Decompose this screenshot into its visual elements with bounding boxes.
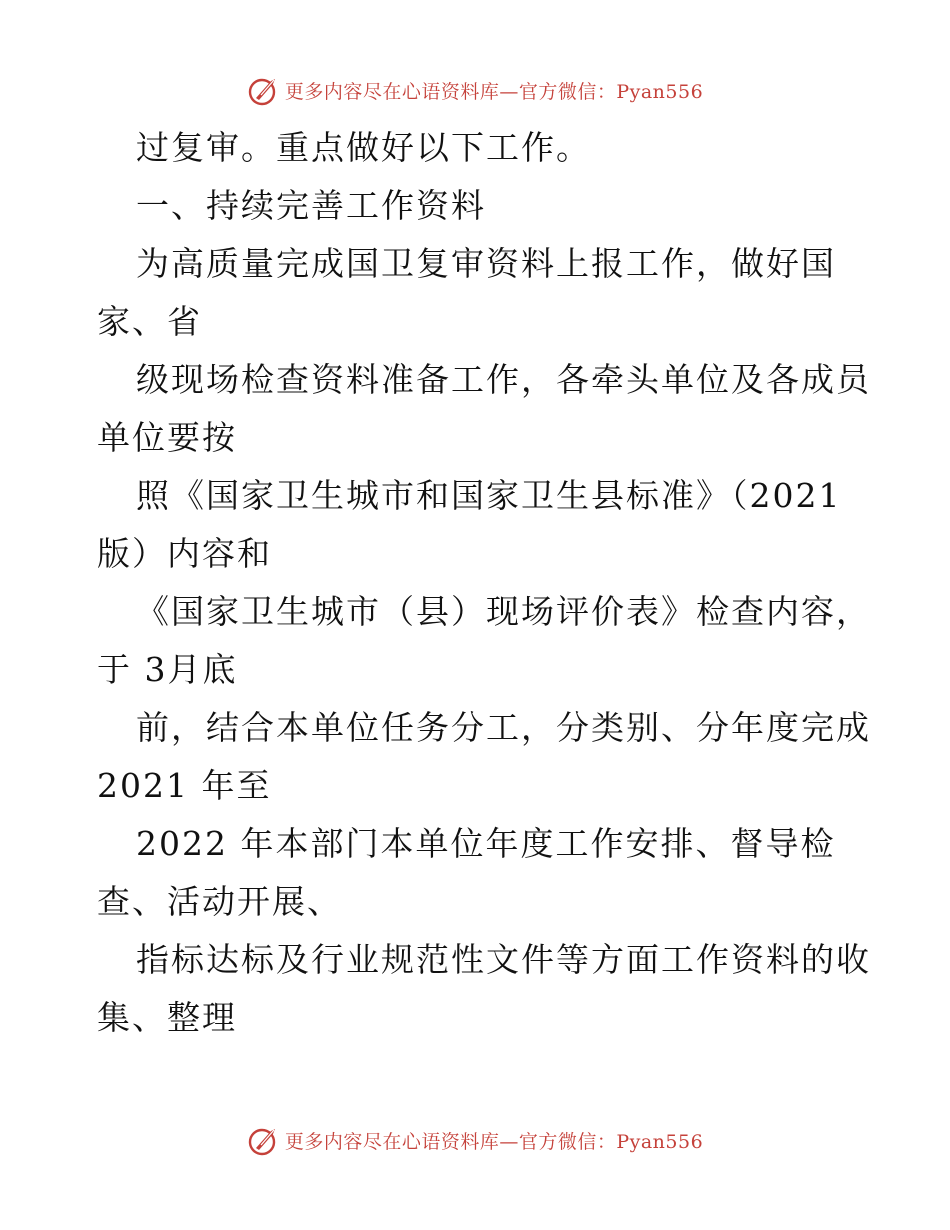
header-watermark [0,72,950,108]
text-line: 过复审。重点做好以下工作。 [136,128,591,167]
text-line: 查、活动开展、 [97,882,342,921]
text-line: 前，结合本单位任务分工，分类别、分年度完成 [136,708,871,747]
text-line: 版）内容和 [97,534,272,573]
text-line: 单位要按 [97,418,237,457]
text-line: 于 3月底 [97,650,238,689]
text-line: 为高质量完成国卫复审资料上报工作，做好国 [136,244,836,283]
text-line: 《国家卫生城市（县）现场评价表》检查内容， [136,592,871,631]
text-line: 照《国家卫生城市和国家卫生县标准》（2021 [136,476,842,515]
text-line: 家、省 [97,302,202,341]
section-heading: 一、持续完善工作资料 [136,186,486,225]
watermark-text: 更多内容尽在心语资料库—官方微信：Pyan556 [284,80,704,103]
text-line: 级现场检查资料准备工作，各牵头单位及各成员 [136,360,871,399]
text-line: 2022 年本部门本单位年度工作安排、督导检 [136,824,836,863]
text-line: 集、整理 [97,998,237,1037]
quill-pen-icon [247,1123,281,1157]
footer-watermark [0,1122,950,1158]
text-line: 2021 年至 [97,766,272,805]
quill-pen-icon [247,73,281,107]
text-line: 指标达标及行业规范性文件等方面工作资料的收 [136,940,871,979]
watermark-text: 更多内容尽在心语资料库—官方微信：Pyan556 [284,1130,704,1153]
